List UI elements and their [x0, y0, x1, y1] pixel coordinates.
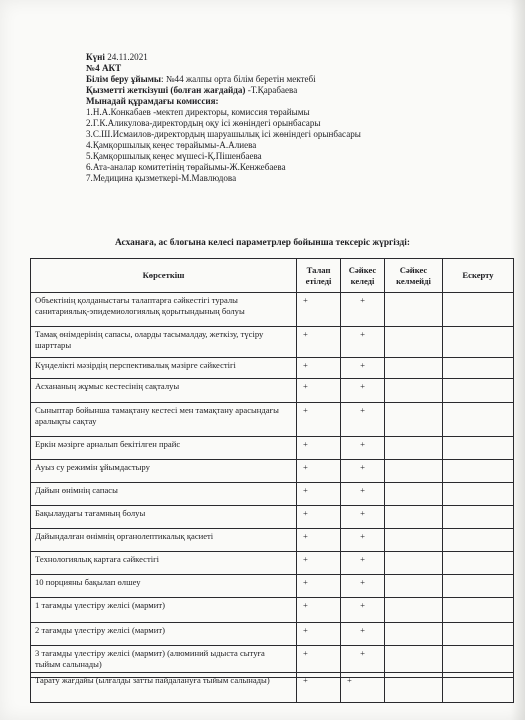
table-row: [31, 437, 514, 460]
table-row: [31, 379, 514, 403]
organization-line: [86, 74, 506, 85]
compliant-cell: +: [341, 529, 385, 552]
required-cell: +: [297, 552, 341, 575]
commission-label: Мынадай құрамдағы комиссия:: [86, 96, 219, 106]
note-cell: [443, 460, 514, 483]
note-cell: [443, 403, 514, 437]
note-cell: [443, 598, 514, 623]
note-cell: [443, 506, 514, 529]
compliant-cell: +: [341, 327, 385, 358]
noncompliant-cell: [385, 483, 443, 506]
indicator-cell: Технологиялық картаға сәйкестігі: [31, 552, 297, 575]
required-cell: +: [297, 529, 341, 552]
compliant-cell: +: [341, 358, 385, 379]
noncompliant-cell: [385, 506, 443, 529]
noncompliant-cell: [385, 529, 443, 552]
column-header-required: Талап етіледі: [297, 259, 341, 293]
required-cell: +: [297, 403, 341, 437]
required-cell: +: [297, 483, 341, 506]
compliant-cell: +: [341, 379, 385, 403]
compliant-cell: +: [341, 293, 385, 327]
note-cell: [443, 379, 514, 403]
indicator-cell: 10 порцияны бақылап өлшеу: [31, 575, 297, 598]
required-cell: +: [297, 575, 341, 598]
table-row: [31, 673, 514, 703]
commission-member: 1.Н.А.Конкабаев -мектеп директоры, комиссия төрайымы: [86, 107, 310, 117]
column-header-note: Ескерту: [443, 259, 514, 293]
table-row: [31, 598, 514, 623]
required-cell: +: [297, 673, 341, 703]
note-cell: [443, 673, 514, 703]
compliant-cell: +: [341, 646, 385, 678]
table-row: [31, 460, 514, 483]
noncompliant-cell: [385, 575, 443, 598]
note-cell: [443, 293, 514, 327]
table-row: [31, 358, 514, 379]
note-cell: [443, 529, 514, 552]
note-cell: [443, 437, 514, 460]
indicator-cell: Сыныптар бойынша тамақтану кестесі мен тамақтану арасындағы аралықты сақтау: [31, 403, 297, 437]
commission-member: 2.Г.К.Аликулова-директордың оқу ісі жөніндегі орынбасары: [86, 118, 321, 128]
required-cell: +: [297, 327, 341, 358]
act-header: [86, 52, 506, 184]
indicator-cell: Дайындалған өнімнің органолептикалық қасиеті: [31, 529, 297, 552]
supplier-line: [86, 85, 506, 96]
supplier-value: -Т.Қарабаева: [245, 85, 298, 95]
compliant-cell: +: [341, 483, 385, 506]
compliant-cell: +: [341, 460, 385, 483]
required-cell: +: [297, 598, 341, 623]
noncompliant-cell: [385, 623, 443, 646]
indicator-cell: Тамақ өнімдерінің сапасы, оларды тасымалдау, жеткізу, түсіру шарттары: [31, 327, 297, 358]
indicator-cell: Бақылаудағы тағамның болуы: [31, 506, 297, 529]
noncompliant-cell: [385, 327, 443, 358]
compliant-cell: +: [341, 403, 385, 437]
required-cell: +: [297, 358, 341, 379]
compliant-cell: +: [341, 506, 385, 529]
noncompliant-cell: [385, 403, 443, 437]
indicator-cell: Ауыз су режимін ұйымдастыру: [31, 460, 297, 483]
noncompliant-cell: [385, 673, 443, 703]
date-label: Күні: [86, 52, 105, 62]
indicator-cell: 1 тағамды үлестіру желісі (мармит): [31, 598, 297, 623]
note-cell: [443, 623, 514, 646]
note-cell: [443, 483, 514, 506]
noncompliant-cell: [385, 293, 443, 327]
act-number: №4 АКТ: [86, 63, 122, 73]
indicator-cell: Күнделікті мәзірдің перспективалық мәзірге сәйкестігі: [31, 358, 297, 379]
table-row: [31, 623, 514, 646]
inspection-table-continued: [30, 672, 514, 703]
table-row: [31, 403, 514, 437]
noncompliant-cell: [385, 598, 443, 623]
commission-member: 3.С.Ш.Исмаилов-директордың шаруашылық ісі жөніндегі орынбасары: [86, 129, 361, 139]
indicator-cell: 3 тағамды үлестіру желісі (мармит) (алюминий ыдыста сытуға тыйым салынады): [31, 646, 297, 678]
table-row: [31, 327, 514, 358]
note-cell: [443, 552, 514, 575]
organization-label: Білім беру ұйымы: [86, 74, 162, 84]
noncompliant-cell: [385, 552, 443, 575]
commission-member: 7.Медицина қызметкері-М.Мавлюдова: [86, 173, 237, 183]
inspection-title: Асханаға, ас блогына келесі параметрлер бойынша тексеріс жүргізді:: [115, 238, 410, 248]
indicator-cell: 2 тағамды үлестіру желісі (мармит): [31, 623, 297, 646]
compliant-cell: +: [341, 673, 385, 703]
column-header-compliant: Сәйкес келеді: [341, 259, 385, 293]
indicator-cell: Еркін мәзірге арналып бекітілген прайс: [31, 437, 297, 460]
compliant-cell: +: [341, 623, 385, 646]
note-cell: [443, 327, 514, 358]
note-cell: [443, 358, 514, 379]
table-row: [31, 529, 514, 552]
noncompliant-cell: [385, 358, 443, 379]
table-row: [31, 552, 514, 575]
column-header-noncompliant: Сәйкес келмейді: [385, 259, 443, 293]
compliant-cell: +: [341, 437, 385, 460]
required-cell: +: [297, 437, 341, 460]
column-header-indicator: Көрсеткіш: [31, 259, 297, 293]
table-row: [31, 293, 514, 327]
commission-member: 4.Қамқоршылық кеңес төрайымы-А.Алиева: [86, 140, 257, 150]
date-value: 24.11.2021: [107, 52, 148, 62]
indicator-cell: Тарату жағдайы (ылғалды затты пайдалануға тыйым салынады): [31, 673, 297, 703]
organization-value: : №44 жалпы орта білім беретін мектебі: [161, 74, 316, 84]
note-cell: [443, 575, 514, 598]
compliant-cell: +: [341, 575, 385, 598]
required-cell: +: [297, 623, 341, 646]
inspection-table: [30, 258, 514, 678]
noncompliant-cell: [385, 379, 443, 403]
indicator-cell: Объектінің қолданыстағы талаптарға сәйкестігі туралы санитариялық-эпидемиологиялық қорытындының болуы: [31, 293, 297, 327]
commission-member: 5.Қамқоршылық кеңес мүшесі-Қ.Пішенбаева: [86, 151, 262, 161]
date-line: [86, 52, 506, 63]
table-row: [31, 575, 514, 598]
commission-member: 6.Ата-аналар комитетінің төрайымы-Ж.Кенжебаева: [86, 162, 286, 172]
required-cell: +: [297, 646, 341, 678]
noncompliant-cell: [385, 437, 443, 460]
indicator-cell: Асхананың жұмыс кестесінің сақталуы: [31, 379, 297, 403]
table-header-row: [31, 259, 514, 293]
indicator-cell: Дайын өнімнің сапасы: [31, 483, 297, 506]
required-cell: +: [297, 506, 341, 529]
table-row: [31, 506, 514, 529]
required-cell: +: [297, 293, 341, 327]
required-cell: +: [297, 460, 341, 483]
compliant-cell: +: [341, 552, 385, 575]
noncompliant-cell: [385, 460, 443, 483]
supplier-label: Қызметті жеткізуші (болған жағдайда): [86, 85, 246, 95]
required-cell: +: [297, 379, 341, 403]
compliant-cell: +: [341, 598, 385, 623]
table-row: [31, 483, 514, 506]
